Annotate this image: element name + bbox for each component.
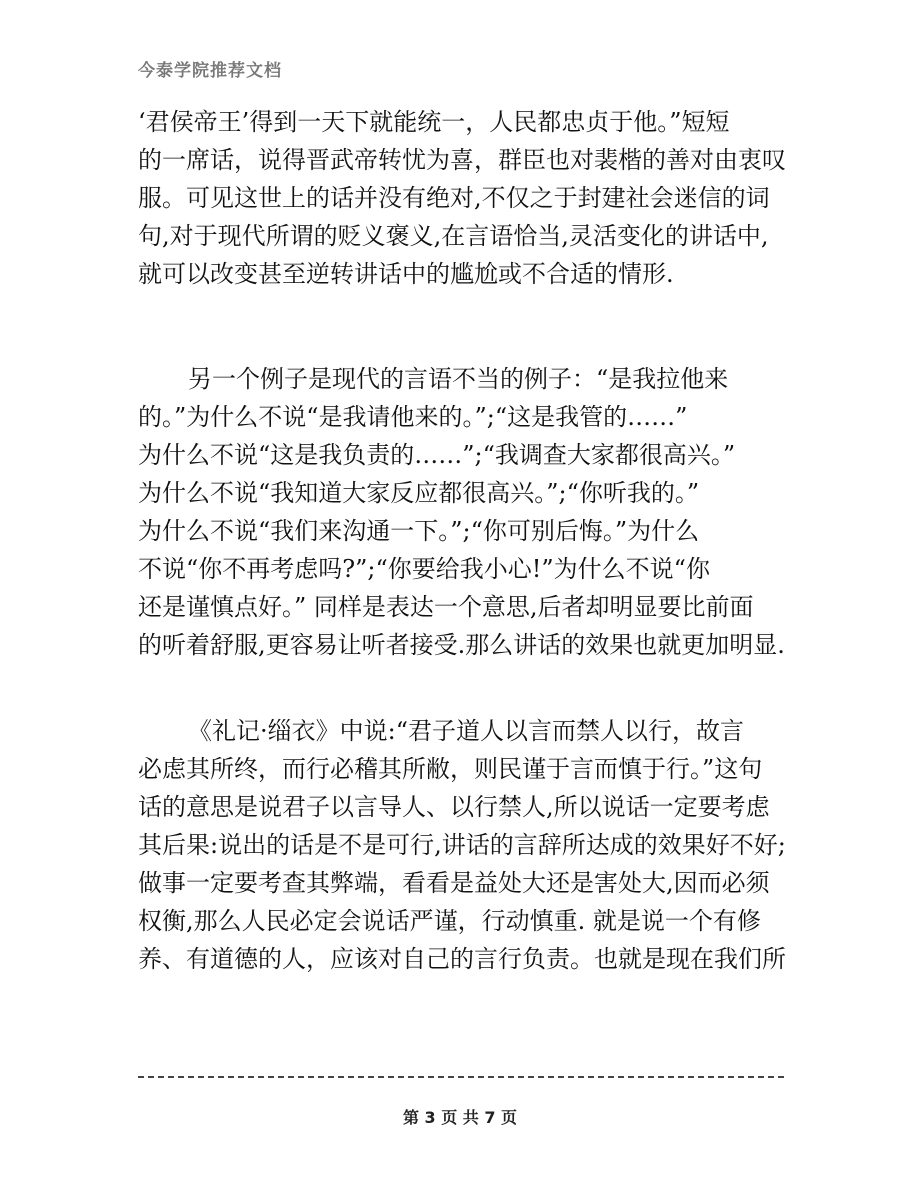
text-line: ‘君侯帝王’得到一天下就能统一，人民都忠贞于他。”短短 — [138, 108, 730, 136]
paragraph-2 — [138, 360, 798, 664]
text-line: 就可以改变甚至逆转讲话中的尴尬或不合适的情形. — [138, 260, 674, 288]
page-bottom-divider — [138, 1076, 784, 1078]
paragraph-3 — [138, 712, 798, 978]
text-line: 服。可见这世上的话并没有绝对,不仅之于封建社会迷信的词 — [138, 184, 770, 212]
paragraph-1 — [138, 103, 798, 293]
text-line: 不说“你不再考虑吗?”;“你要给我小心!”为什么不说“你 — [138, 555, 710, 583]
text-line: 其后果:说出的话是不是可行,讲话的言辞所达成的效果好不好; — [138, 831, 786, 859]
text-line: 还是谨慎点好。” 同样是表达一个意思,后者却明显要比前面 — [138, 593, 754, 621]
text-line: 的听着舒服,更容易让听者接受.那么讲话的效果也就更加明显. — [138, 631, 785, 659]
text-line: 句,对于现代所谓的贬义褒义,在言语恰当,灵活变化的讲话中, — [138, 222, 769, 250]
text-line: 做事一定要考查其弊端，看看是益处大还是害处大,因而必须 — [138, 869, 770, 897]
page-number-footer: 第 3 页 共 7 页 — [402, 1108, 518, 1127]
text-line: 的一席话，说得晋武帝转忧为喜，群臣也对裴楷的善对由衷叹 — [138, 146, 786, 174]
document-header-title: 今泰学院推荐文档 — [138, 61, 282, 81]
text-line: 为什么不说“这是我负责的……”;“我调查大家都很高兴。” — [138, 441, 736, 469]
text-line: 话的意思是说君子以言导人、以行禁人,所以说话一定要考虑 — [138, 793, 770, 821]
text-line: 必虑其所终，而行必稽其所敝，则民谨于言而慎于行。”这句 — [138, 755, 763, 783]
text-line: 养、有道德的人，应该对自己的言行负责。也就是现在我们所 — [138, 945, 786, 973]
text-line: 另一个例子是现代的言语不当的例子：“是我拉他来 — [188, 365, 729, 393]
text-line: 的。”为什么不说“是我请他来的。”;“这是我管的……” — [138, 403, 688, 431]
text-line: 为什么不说“我们来沟通一下。”;“你可别后悔。”为什么 — [138, 517, 700, 545]
text-line: 《礼记·缁衣》中说:“君子道人以言而禁人以行，故言 — [188, 717, 744, 745]
text-line: 为什么不说“我知道大家反应都很高兴。”;“你听我的。” — [138, 479, 700, 507]
text-line: 权衡,那么人民必定会说话严谨，行动慎重. 就是说一个有修 — [138, 907, 761, 935]
